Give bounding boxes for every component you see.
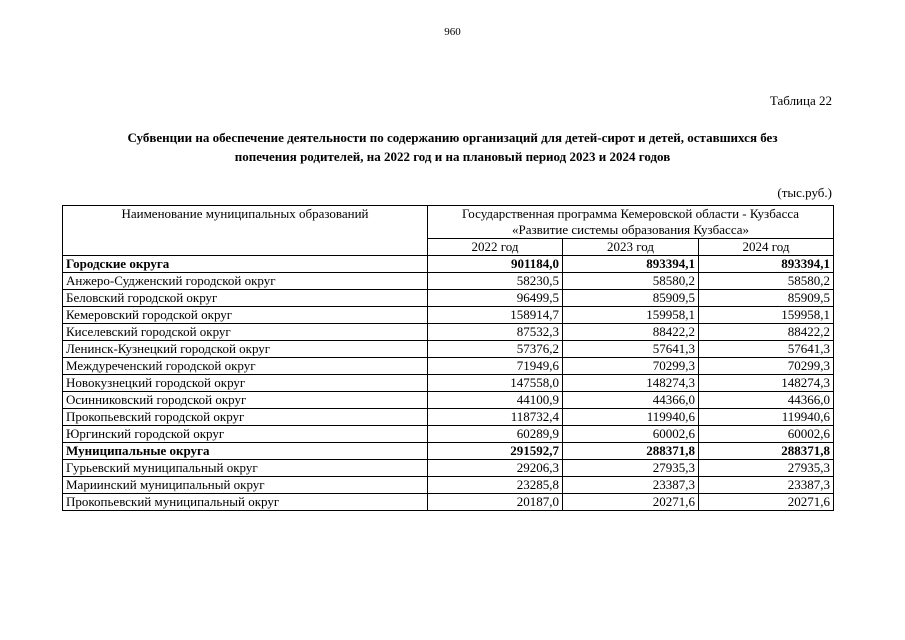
row-name: Городские округа: [63, 256, 428, 273]
value-2023: 85909,5: [563, 290, 699, 307]
table-row: [63, 426, 834, 443]
value-2022: 29206,3: [428, 460, 563, 477]
row-name: Киселевский городской округ: [63, 324, 428, 341]
table-row: [63, 375, 834, 392]
table-row: [63, 256, 834, 273]
value-2023: 70299,3: [563, 358, 699, 375]
value-2022: 44100,9: [428, 392, 563, 409]
table-row: [63, 273, 834, 290]
value-2024: 119940,6: [699, 409, 834, 426]
value-2024: 148274,3: [699, 375, 834, 392]
units-label: (тыс.руб.): [777, 185, 832, 200]
value-2024: 44366,0: [699, 392, 834, 409]
value-2024: 57641,3: [699, 341, 834, 358]
value-2023: 23387,3: [563, 477, 699, 494]
value-2022: 58230,5: [428, 273, 563, 290]
value-2023: 44366,0: [563, 392, 699, 409]
table-row: [63, 460, 834, 477]
value-2022: 96499,5: [428, 290, 563, 307]
value-2022: 118732,4: [428, 409, 563, 426]
value-2023: 57641,3: [563, 341, 699, 358]
value-2024: 23387,3: [699, 477, 834, 494]
value-2024: 20271,6: [699, 494, 834, 511]
table-row: [63, 341, 834, 358]
value-2023: 893394,1: [563, 256, 699, 273]
value-2023: 58580,2: [563, 273, 699, 290]
value-2024: 27935,3: [699, 460, 834, 477]
value-2022: 147558,0: [428, 375, 563, 392]
row-name: Новокузнецкий городской округ: [63, 375, 428, 392]
row-name: Муниципальные округа: [63, 443, 428, 460]
program-line: «Развитие системы образования Кузбасса»: [511, 222, 750, 237]
row-name: Беловский городской округ: [63, 290, 428, 307]
row-name: Кемеровский городской округ: [63, 307, 428, 324]
value-2023: 60002,6: [563, 426, 699, 443]
table-row: [63, 392, 834, 409]
title-line: Субвенции на обеспечение деятельности по содержанию организаций для детей-сирот и детей, оставшихся без: [127, 130, 778, 145]
subvention-table: [62, 205, 834, 511]
table-row: [63, 290, 834, 307]
value-2023: 288371,8: [563, 443, 699, 460]
value-2024: 60002,6: [699, 426, 834, 443]
value-2023: 20271,6: [563, 494, 699, 511]
table-row: [63, 324, 834, 341]
value-2024: 70299,3: [699, 358, 834, 375]
value-2023: 159958,1: [563, 307, 699, 324]
table-row: [63, 443, 834, 460]
title-line: попечения родителей, на 2022 год и на плановый период 2023 и 2024 годов: [234, 149, 671, 164]
value-2022: 901184,0: [428, 256, 563, 273]
table-label: Таблица 22: [769, 93, 832, 108]
table-row: [63, 358, 834, 375]
row-name: Осинниковский городской округ: [63, 392, 428, 409]
value-2023: 88422,2: [563, 324, 699, 341]
value-2024: 159958,1: [699, 307, 834, 324]
value-2023: 148274,3: [563, 375, 699, 392]
row-name: Прокопьевский муниципальный округ: [63, 494, 428, 511]
table-row: [63, 494, 834, 511]
value-2022: 71949,6: [428, 358, 563, 375]
row-name: Ленинск-Кузнецкий городской округ: [63, 341, 428, 358]
value-2023: 119940,6: [563, 409, 699, 426]
value-2024: 85909,5: [699, 290, 834, 307]
value-2024: 58580,2: [699, 273, 834, 290]
header-program: [428, 206, 834, 239]
row-name: Междуреченский городской округ: [63, 358, 428, 375]
value-2022: 60289,9: [428, 426, 563, 443]
value-2023: 27935,3: [563, 460, 699, 477]
header-year-2024: 2024 год: [699, 239, 834, 256]
document-title: [70, 128, 835, 166]
page-number: 960: [444, 26, 461, 38]
row-name: Мариинский муниципальный округ: [63, 477, 428, 494]
table-row: [63, 409, 834, 426]
row-name: Анжеро-Судженский городской округ: [63, 273, 428, 290]
row-name: Юргинский городской округ: [63, 426, 428, 443]
row-name: Прокопьевский городской округ: [63, 409, 428, 426]
value-2022: 20187,0: [428, 494, 563, 511]
table-row: [63, 307, 834, 324]
value-2022: 23285,8: [428, 477, 563, 494]
value-2024: 88422,2: [699, 324, 834, 341]
table-row: [63, 477, 834, 494]
header-year-2022: 2022 год: [428, 239, 563, 256]
program-line: Государственная программа Кемеровской области - Кузбасса: [461, 206, 800, 221]
value-2022: 87532,3: [428, 324, 563, 341]
value-2022: 158914,7: [428, 307, 563, 324]
header-name-column: Наименование муниципальных образований: [63, 206, 428, 256]
header-year-2023: 2023 год: [563, 239, 699, 256]
value-2024: 288371,8: [699, 443, 834, 460]
value-2022: 57376,2: [428, 341, 563, 358]
row-name: Гурьевский муниципальный округ: [63, 460, 428, 477]
value-2022: 291592,7: [428, 443, 563, 460]
value-2024: 893394,1: [699, 256, 834, 273]
table-body: [63, 256, 834, 511]
